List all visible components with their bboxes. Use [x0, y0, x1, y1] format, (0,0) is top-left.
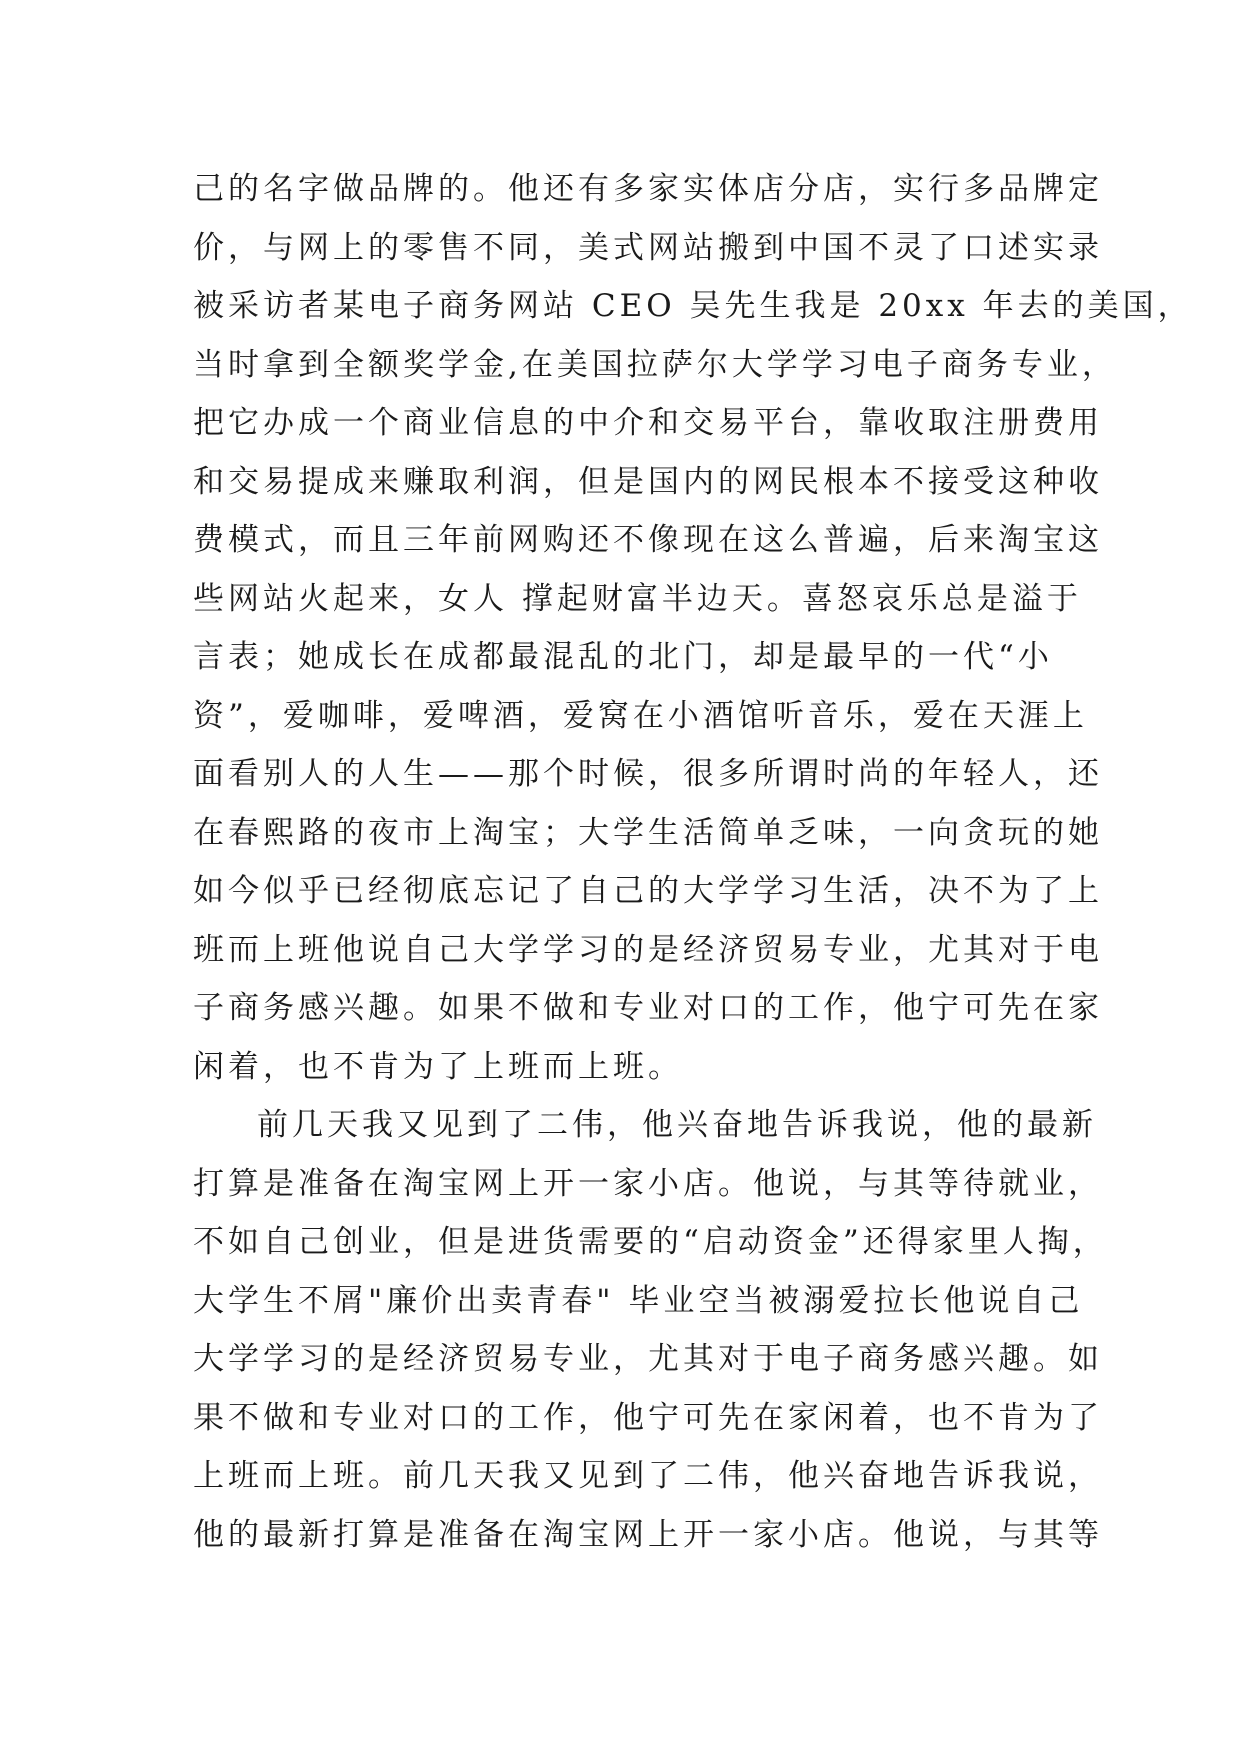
text-line: 上班而上班。前几天我又见到了二伟，他兴奋地告诉我说， [193, 1458, 1103, 1494]
text-line: 被采访者某电子商务网站 CEO 吴先生我是 20xx 年去的美国， [193, 288, 1193, 324]
paragraph-start-line: 前几天我又见到了二伟，他兴奋地告诉我说，他的最新 [257, 1107, 1097, 1143]
text-line: 己的名字做品牌的。他还有多家实体店分店，实行多品牌定 [193, 171, 1103, 207]
text-line: 果不做和专业对口的工作，他宁可先在家闲着，也不肯为了 [193, 1399, 1103, 1436]
text-line: 不如自己创业，但是进货需要的“启动资金”还得家里人掏， [193, 1224, 1108, 1260]
text-line: 价，与网上的零售不同，美式网站搬到中国不灵了口述实录 [193, 229, 1103, 266]
text-line: 把它办成一个商业信息的中介和交易平台，靠收取注册费用 [193, 405, 1103, 441]
text-line: 当时拿到全额奖学金,在美国拉萨尔大学学习电子商务专业， [193, 346, 1117, 383]
text-line: 些网站火起来，女人 撑起财富半边天。喜怒哀乐总是溢于 [193, 580, 1082, 617]
text-line: 大学学习的是经济贸易专业，尤其对于电子商务感兴趣。如 [193, 1341, 1103, 1377]
text-line: 闲着，也不肯为了上班而上班。 [193, 1048, 683, 1085]
text-line: 面看别人的人生——那个时候，很多所谓时尚的年轻人，还 [193, 756, 1103, 792]
text-line: 打算是准备在淘宝网上开一家小店。他说，与其等待就业， [193, 1165, 1103, 1202]
text-line: 他的最新打算是准备在淘宝网上开一家小店。他说，与其等 [193, 1516, 1103, 1553]
text-line: 费模式，而且三年前网购还不像现在这么普遍，后来淘宝这 [193, 522, 1103, 558]
text-line: 如今似乎已经彻底忘记了自己的大学学习生活，决不为了上 [193, 873, 1103, 909]
text-line: 子商务感兴趣。如果不做和专业对口的工作，他宁可先在家 [193, 990, 1103, 1026]
body-text [193, 160, 1193, 1564]
text-line: 大学生不屑"廉价出卖青春" 毕业空当被溺爱拉长他说自己 [193, 1282, 1084, 1319]
text-line: 资”，爱咖啡，爱啤酒，爱窝在小酒馆听音乐，爱在天涯上 [193, 697, 1088, 734]
text-line: 班而上班他说自己大学学习的是经济贸易专业，尤其对于电 [193, 931, 1103, 968]
text-line: 在春熙路的夜市上淘宝；大学生活简单乏味，一向贪玩的她 [193, 814, 1103, 851]
text-line: 言表；她成长在成都最混乱的北门，却是最早的一代“小 [193, 639, 1053, 675]
text-line: 和交易提成来赚取利润，但是国内的网民根本不接受这种收 [193, 463, 1103, 500]
